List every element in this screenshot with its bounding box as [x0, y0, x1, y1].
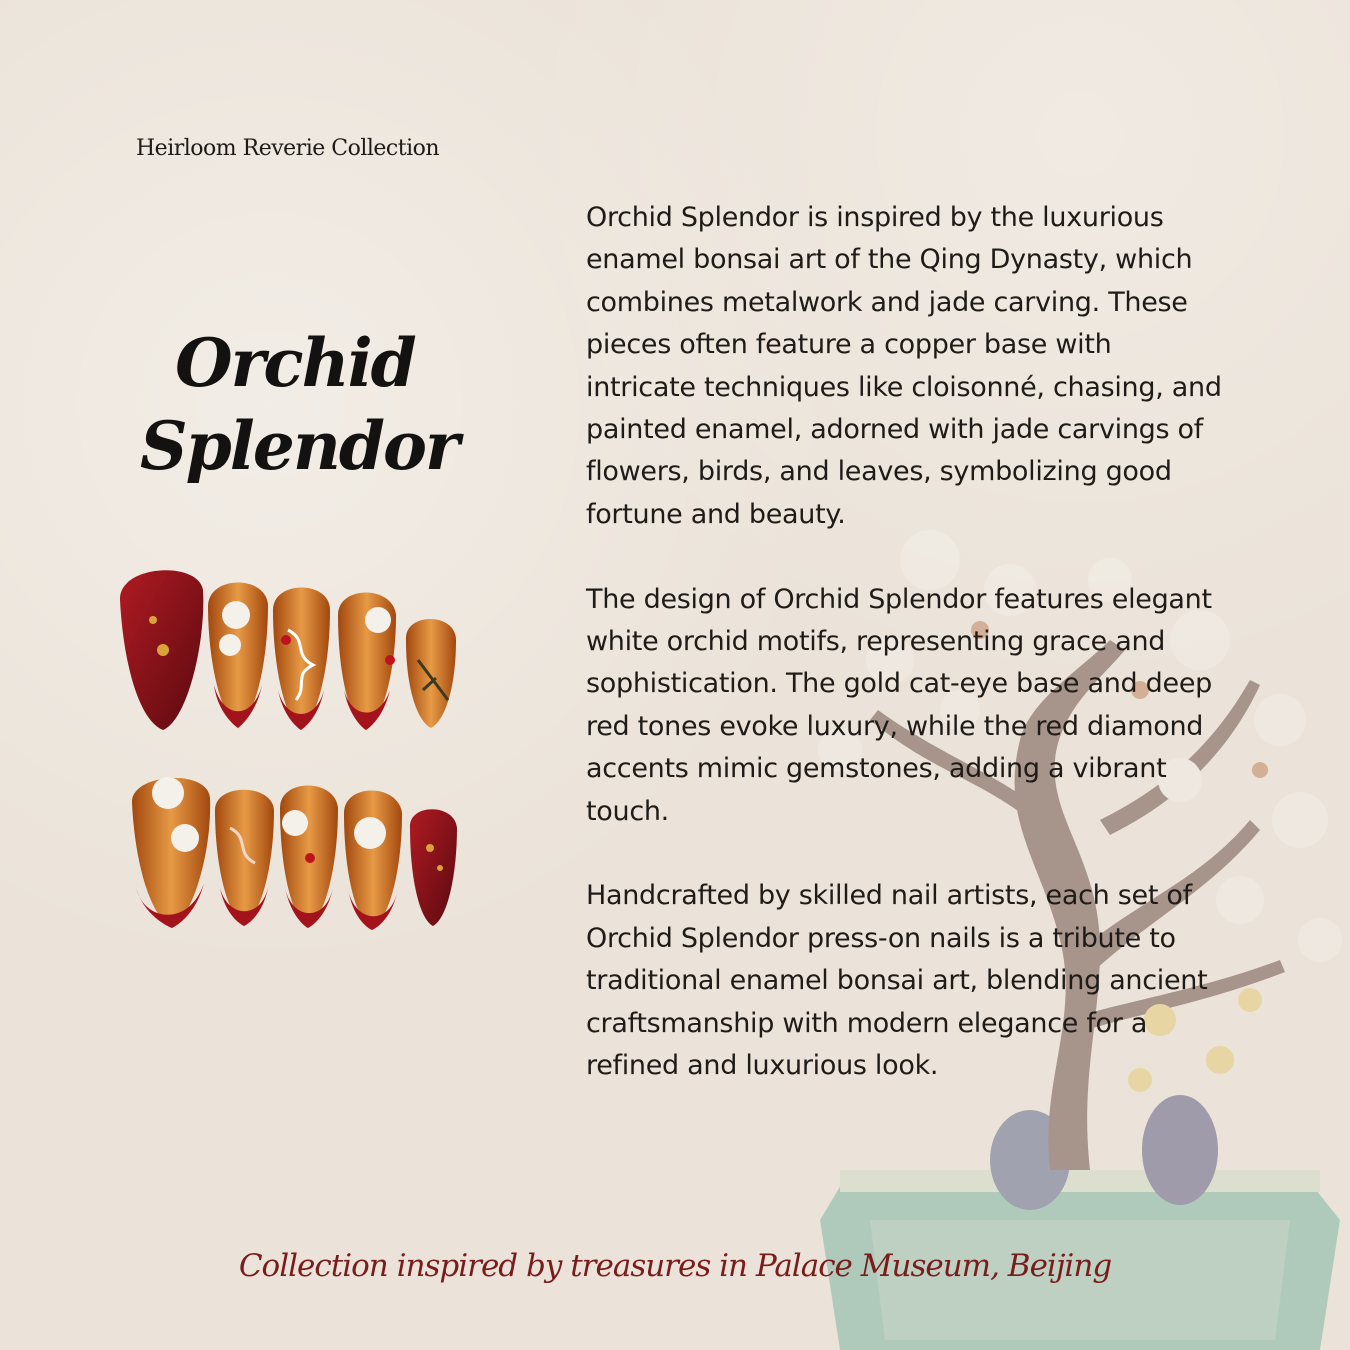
product-title [140, 322, 458, 488]
collection-name: Heirloom Reverie Collection [136, 136, 440, 161]
footer-tagline: Collection inspired by treasures in Palace Museum, Beijing [238, 1248, 1112, 1284]
product-title-line1: Orchid [175, 324, 415, 402]
product-description [586, 197, 1226, 1130]
nail-row-top [120, 570, 456, 730]
nails-product-image [118, 560, 463, 940]
description-paragraph-3: Handcrafted by skilled nail artists, each set of Orchid Splendor press-on nails is a tribute to traditional enamel bonsai art, blending ancient craftsmanship with modern elegance for a refined and luxurious look. [586, 880, 1208, 1082]
description-paragraph-1: Orchid Splendor is inspired by the luxurious enamel bonsai art of the Qing Dynasty, which combines metalwork and jade carving. These pieces often feature a copper base with intricate techniques like cloisonné, chasing, and painted enamel, adorned with jade carvings of flowers, birds, and leaves, symbolizing good fortune and beauty. [586, 202, 1222, 530]
description-paragraph-2: The design of Orchid Splendor features elegant white orchid motifs, representing grace and sophistication. The gold cat-eye base and deep red tones evoke luxury, while the red diamond accents mimic gemstones, adding a vibrant touch. [586, 583, 1212, 827]
nail-row-bottom [132, 777, 457, 930]
product-title-line2: Splendor [140, 407, 458, 485]
